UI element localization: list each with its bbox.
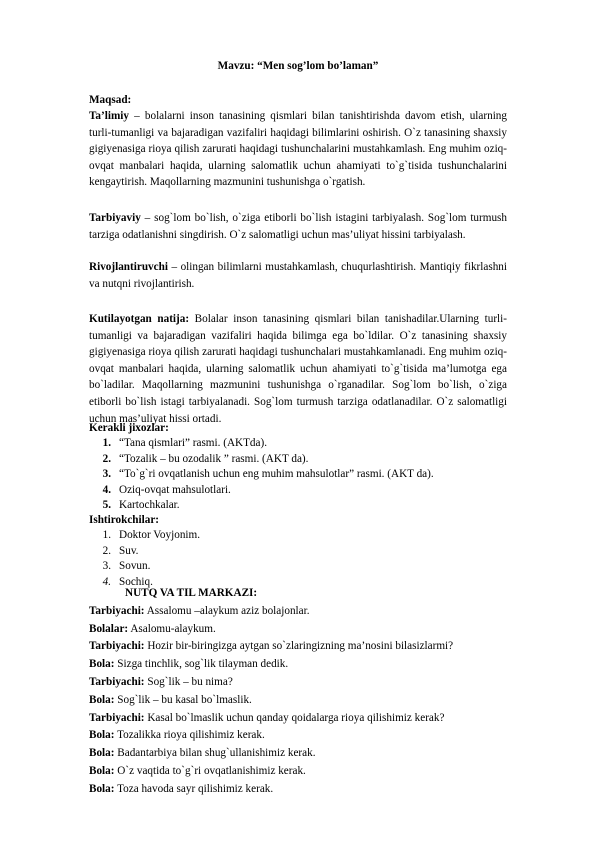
ishtirokchilar-section [89, 513, 509, 590]
maqsad-heading-label: Maqsad: [89, 94, 132, 106]
talimiy-label: Ta’limiy [89, 110, 129, 122]
speech: Kasal bo`lmaslik uchun qanday qoidalarga rioya qilishimiz kerak? [144, 711, 445, 724]
dialog-line [89, 638, 519, 656]
list-text: Sovun. [119, 560, 151, 573]
speaker: Bola: [89, 747, 115, 760]
list-item [89, 452, 509, 467]
rivojlantiruvchi-label: Rivojlantiruvchi [89, 261, 168, 273]
list-item [89, 467, 509, 482]
talimiy-paragraph [89, 108, 507, 191]
list-text: “To`g`ri ovqatlanish uchun eng muhim mahsulotlar” rasmi. (AKT da). [119, 468, 434, 481]
speaker: Bola: [89, 729, 115, 742]
speaker: Bola: [89, 782, 115, 795]
dialog-line [89, 745, 519, 763]
maqsad-heading [89, 92, 507, 109]
dialog-line [89, 763, 519, 781]
dialog-line [89, 674, 519, 692]
list-item [89, 483, 509, 498]
list-text: Sochiq. [119, 575, 153, 588]
list-number: 2. [102, 452, 111, 465]
list-number: 1. [102, 529, 111, 542]
speech: Sog`lik – bu kasal bo`lmaslik. [114, 693, 252, 706]
rivojlantiruvchi-paragraph [89, 259, 507, 292]
tarbiyaviy-paragraph [89, 210, 507, 243]
speech: Tozalikka rioya qilishimiz kerak. [114, 729, 265, 742]
tarbiyaviy-text: – sog`lom bo`lish, o`ziga etiborli bo`lish istagini tarbiyalash. Sog`lom turmush tarziga odatlanishni singdirish. O`z salomatligi uchun mas’uliyat hissini tarbiyalash. [89, 212, 507, 241]
list-text: Suv. [119, 544, 139, 557]
speech: O`z vaqtida to`g`ri ovqatlanishimiz kerak. [114, 764, 306, 777]
dialog-line [89, 656, 519, 674]
speech: Sog`lik – bu nima? [144, 675, 233, 688]
dialog-line [89, 603, 519, 621]
list-text: Doktor Voyjonim. [119, 529, 201, 542]
speaker: Bola: [89, 658, 115, 671]
list-item [89, 544, 509, 559]
list-number: 3. [102, 468, 111, 481]
dialog-line [89, 727, 519, 745]
speech: Sizga tinchlik, sog`lik tilayman dedik. [114, 658, 289, 671]
list-item [89, 498, 509, 513]
list-number: 5. [102, 499, 111, 512]
speech: Hozir bir-biringizga aytgan so`zlaringizning ma’nosini bilasizlarmi? [144, 640, 454, 653]
speaker: Bola: [89, 764, 115, 777]
jihozlar-heading: Kerakli jixozlar: [89, 422, 169, 434]
speech: Assalomu –alaykum aziz bolajonlar. [144, 604, 310, 617]
dialog-line [89, 692, 519, 710]
speaker: Tarbiyachi: [89, 675, 145, 688]
list-item [89, 559, 509, 574]
list-number: 1. [102, 437, 111, 450]
speaker: Tarbiyachi: [89, 640, 145, 653]
jihozlar-section [89, 421, 509, 513]
list-text: “Tozalik – bu ozodalik ” rasmi. (AKT da). [119, 452, 309, 465]
list-text: Oziq-ovqat mahsulotlari. [119, 483, 231, 496]
speech: Toza havoda sayr qilishimiz kerak. [114, 782, 274, 795]
speaker: Tarbiyachi: [89, 604, 145, 617]
dialog-line [89, 710, 519, 728]
list-number: 3. [102, 560, 111, 573]
rivojlantiruvchi-text: – olingan bilimlarni mustahkamlash, chuqurlashtirish. Mantiqiy fikrlashni va nutqni rivojlantirish. [89, 261, 507, 290]
list-text: “Tana qismlari” rasmi. (AKTda). [119, 437, 268, 450]
list-number: 4. [102, 483, 111, 496]
list-number: 4. [102, 575, 111, 588]
page-title: Mavzu: “Men sog’lom bo’laman” [217, 60, 379, 72]
speech: Badantarbiya bilan shug`ullanishimiz kerak. [114, 747, 316, 760]
list-text: Kartochkalar. [119, 499, 180, 512]
markaz-heading: NUTQ VA TIL MARKAZI: [125, 587, 258, 599]
dialog-line [89, 781, 519, 799]
dialog-section [89, 585, 519, 799]
list-item [89, 436, 509, 451]
tarbiyaviy-label: Tarbiyaviy [89, 212, 141, 224]
natija-text: Bolalar inson tanasining qismlari bilan tanishadilar.Ularning turli-tumanligi va bajaradigan vazifaliri haqida bilimga ega bo`ldilar. O`z tanasining shaxsiy gigiyenasiga rioya qilish zarurati haqidagi tushunchalari mustahkamlanadi. Eng muhim oziq-ovqat manbalari haqida, ularning salomatlik uchun ahamiyati to`g`tisida ma’lumotga ega bo`ladilar. Maqollarning mazmunini tushunishga o`rganadilar. Sog`lom bo`lish, o`ziga etiborli bo`lish istagi tarbiyalanadi. Sog`lom turmush tarziga odatlanadilar. O`z salomatligi uchun mas’uliyat hissi ortadi. [89, 313, 507, 425]
natija-paragraph [89, 311, 507, 427]
dialog-line [89, 621, 519, 639]
ishtirokchilar-heading: Ishtirokchilar: [89, 514, 160, 526]
list-number: 2. [102, 544, 111, 557]
talimiy-text: – bolalarni inson tanasining qismlari bilan tanishtirishda davom etish, ularning turli-tumanligi va bajaradigan vazifaliri haqidagi bilimlarini oshirish. O`z tanasining shaxsiy gigiyenasiga rioya qilish zarurati haqidagi tushunchalarini mustahkamlash. Eng muhim oziq-ovqat manbalari haqida, ularning salomatlik uchun ahamiyati to`g`tisida tushunchalarini kengaytirish. Maqollarning mazmunini tushunishga o`rgatish. [89, 110, 507, 189]
natija-label: Kutilayotgan natija: [89, 313, 190, 325]
speaker: Tarbiyachi: [89, 711, 145, 724]
speaker: Bola: [89, 693, 115, 706]
list-item [89, 528, 509, 543]
speech: Asalomu-alaykum. [128, 622, 216, 635]
speaker: Bolalar: [89, 622, 129, 635]
